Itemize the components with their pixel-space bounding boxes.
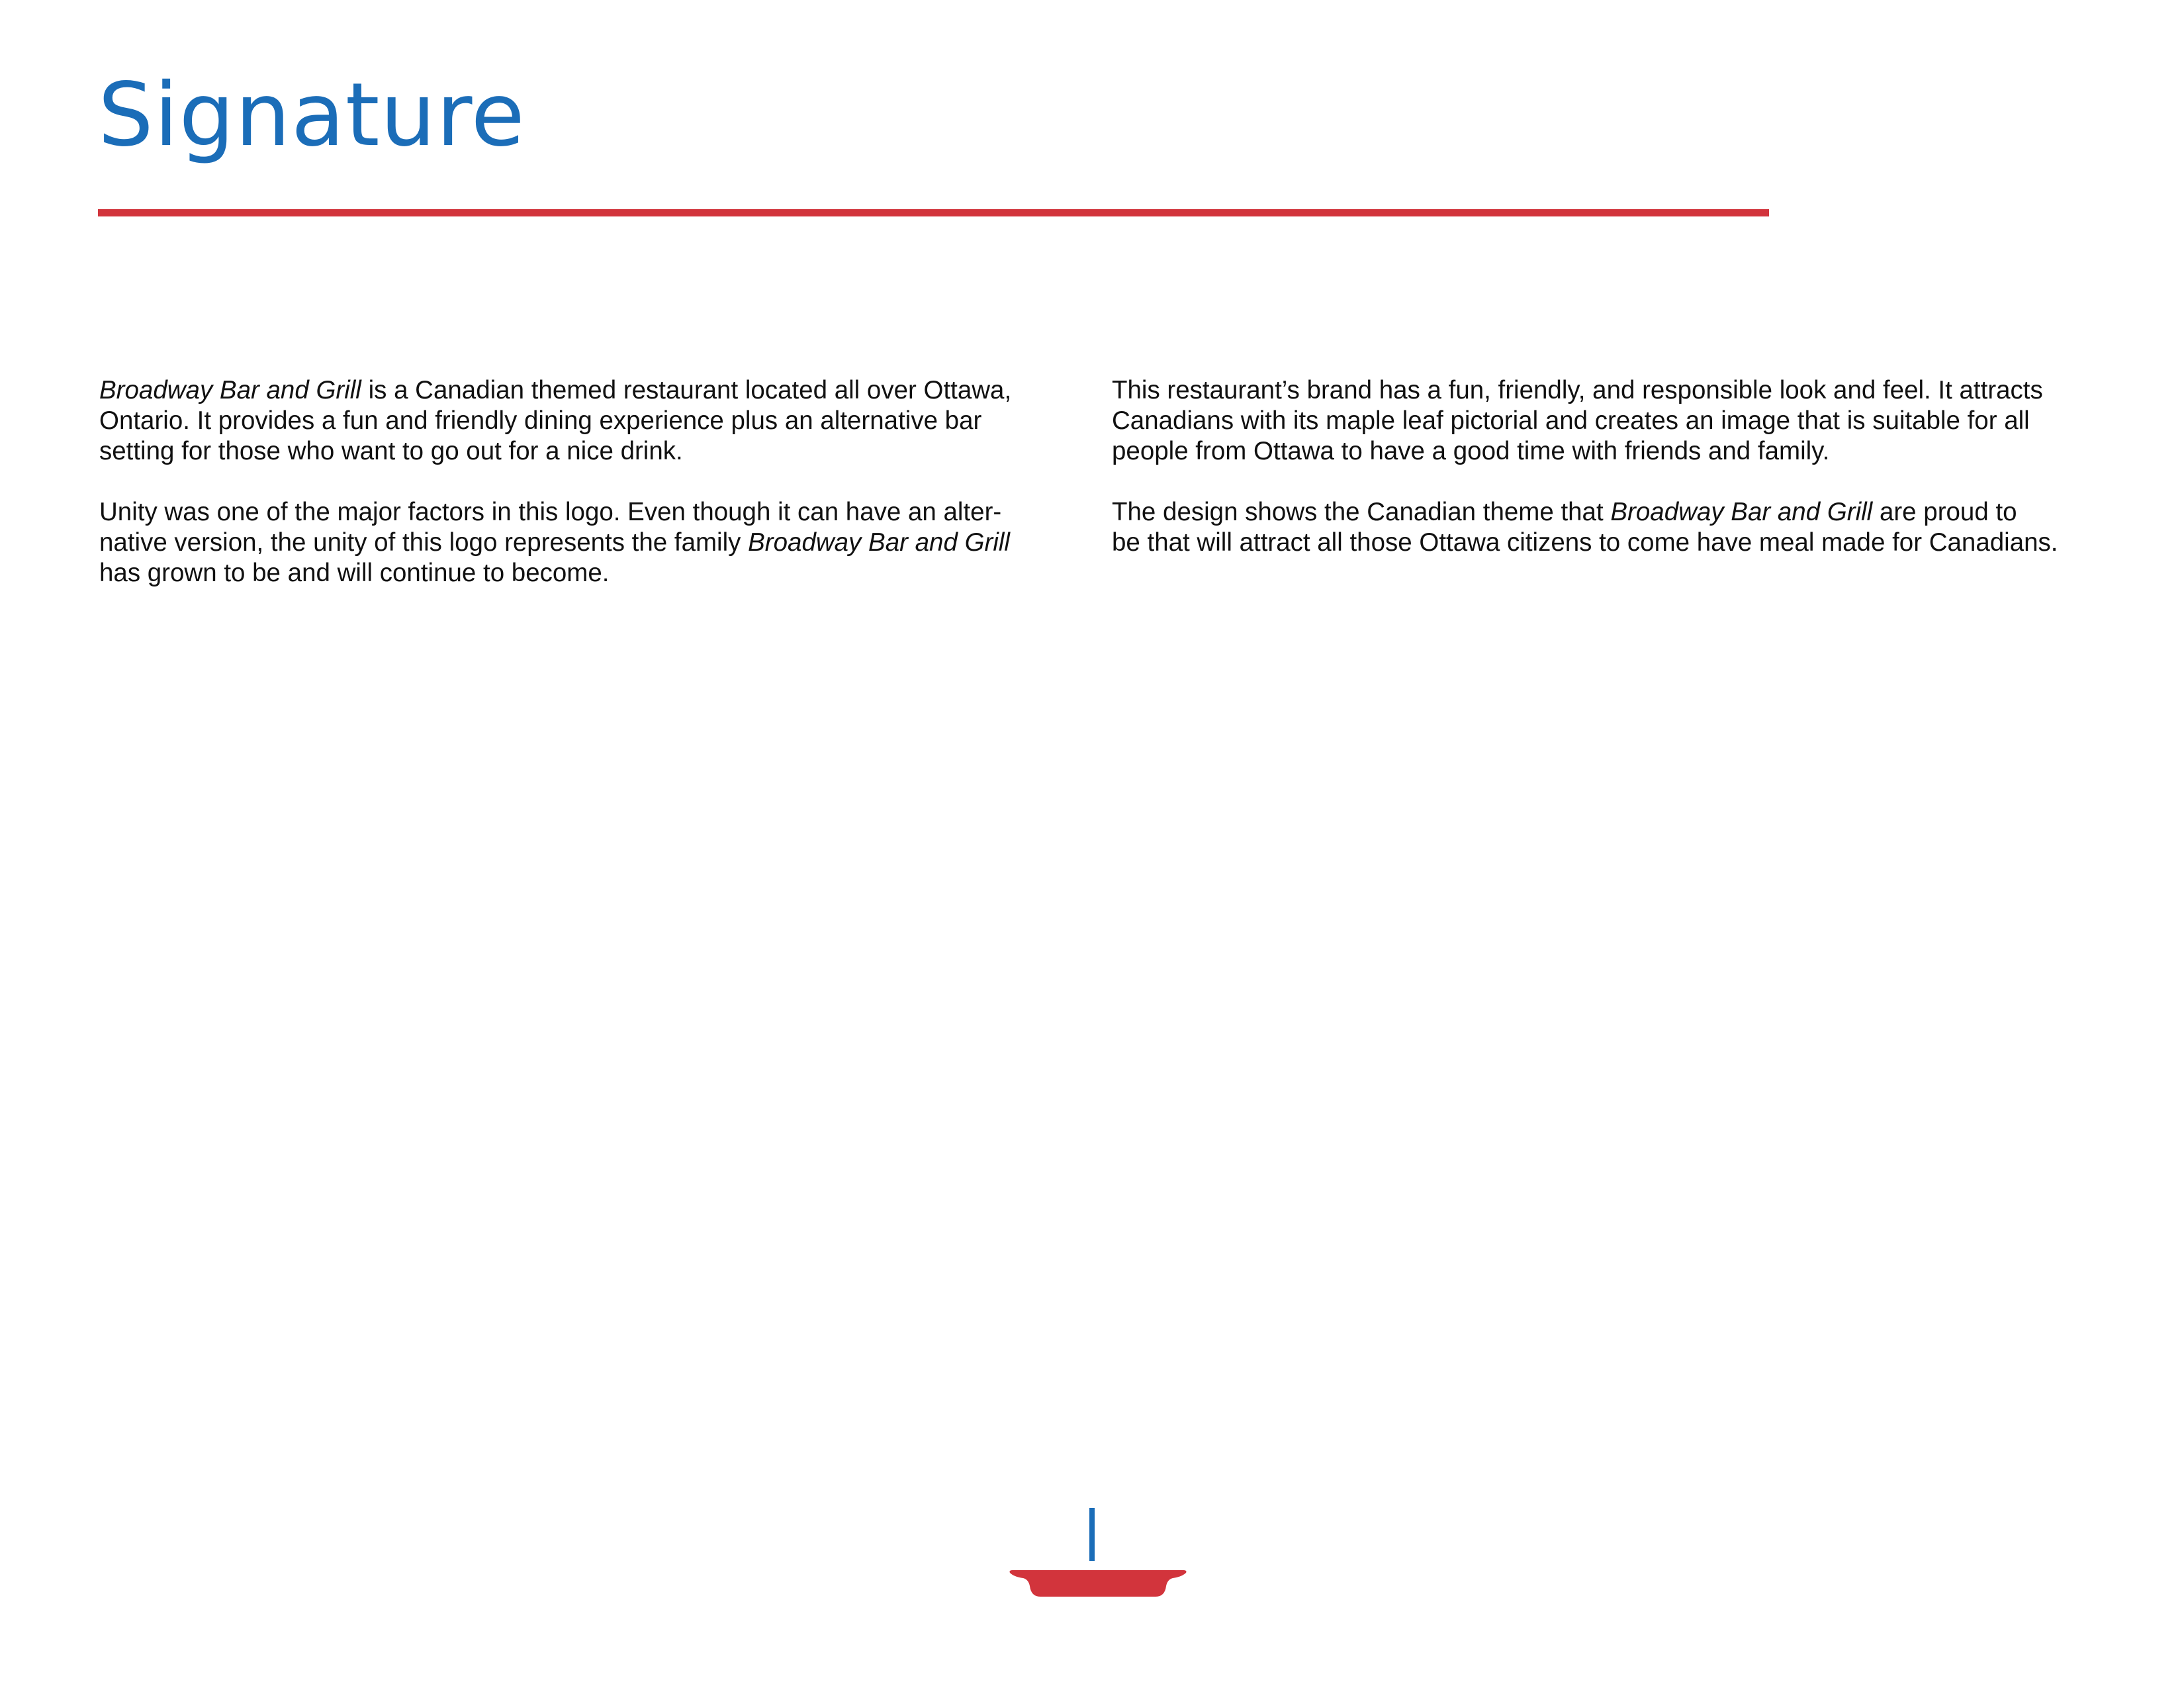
text-line: has grown to be and will continue to become. [99, 559, 610, 587]
text-line: Unity was one of the major factors in this logo. Even though it can have an alter- [99, 498, 1002, 526]
text-span: is a Canadian themed restaurant located all over Ottawa, [361, 376, 1012, 404]
brand-name: Broadway Bar and Grill [1610, 498, 1873, 526]
brand-name: Broadway Bar and Grill [99, 376, 361, 404]
page-title: Signature [98, 64, 525, 166]
page-number [1089, 1508, 1095, 1561]
text-line [99, 375, 1092, 406]
text-line: Canadians with its maple leaf pictorial and creates an image that is suitable for all [1112, 406, 2030, 435]
page-tab-decoration [1009, 1570, 1187, 1597]
text-span: are proud to [1872, 498, 2017, 526]
right-paragraph-1 [1112, 375, 2158, 467]
page-tab-shape [1010, 1570, 1187, 1597]
right-paragraph-2 [1112, 497, 2158, 558]
left-column [99, 375, 1092, 619]
text-line: people from Ottawa to have a good time with friends and family. [1112, 437, 1830, 465]
text-span: The design shows the Canadian theme that [1112, 498, 1611, 526]
text-span: native version, the unity of this logo represents the family [99, 528, 749, 557]
right-column [1112, 375, 2158, 588]
text-line [99, 528, 1092, 558]
text-line: be that will attract all those Ottawa citizens to come have meal made for Canadians. [1112, 528, 2058, 557]
text-line: This restaurant’s brand has a fun, friendly, and responsible look and feel. It attracts [1112, 376, 2043, 404]
title-divider [98, 209, 1769, 216]
text-line: Ontario. It provides a fun and friendly dining experience plus an alternative bar [99, 406, 982, 435]
left-paragraph-2 [99, 497, 1092, 588]
text-line [1112, 497, 2158, 528]
brand-name: Broadway Bar and Grill [748, 528, 1010, 557]
left-paragraph-1 [99, 375, 1092, 467]
text-line: setting for those who want to go out for a nice drink. [99, 437, 683, 465]
